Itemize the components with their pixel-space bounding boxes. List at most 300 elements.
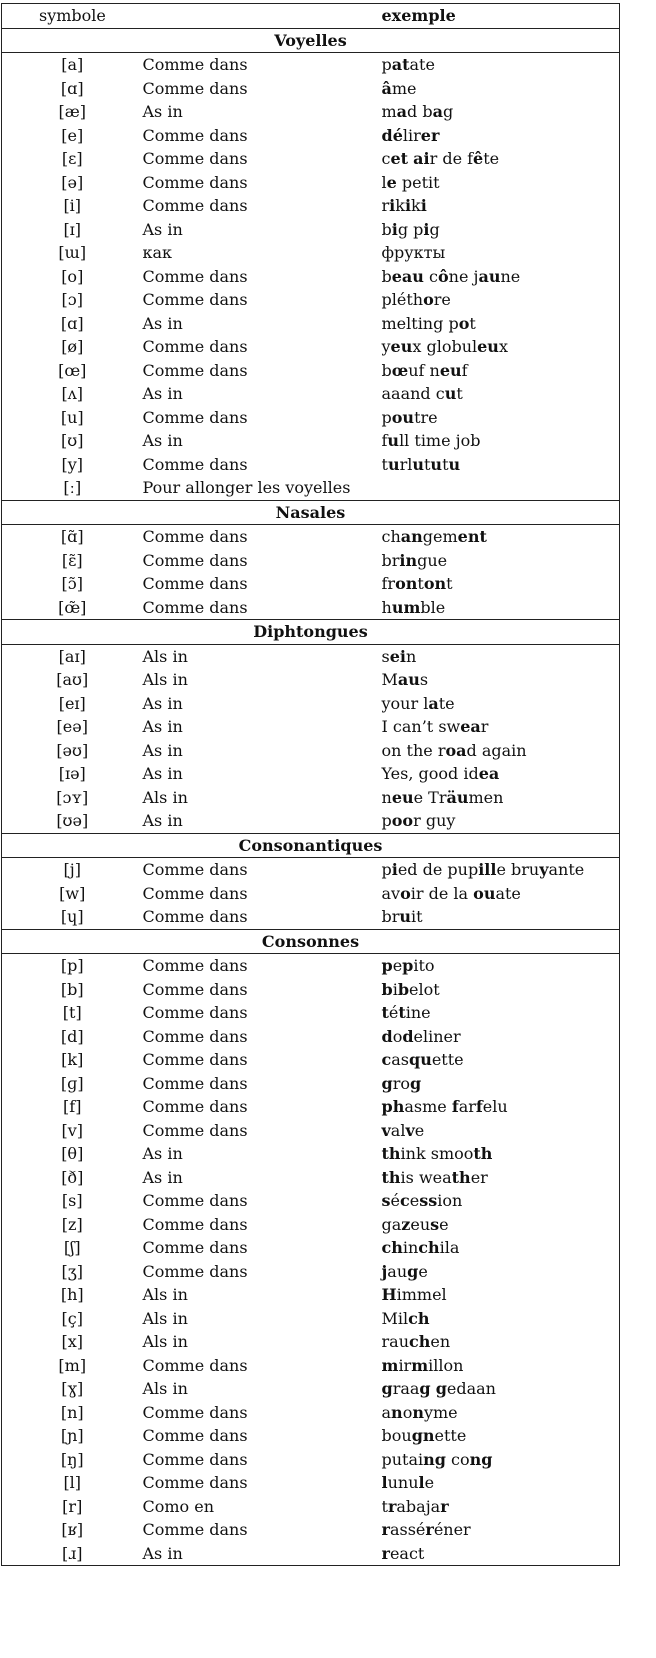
example-highlight: gn: [411, 1426, 435, 1446]
table-row: [2, 241, 620, 265]
example-highlight: ou: [473, 883, 496, 903]
example-text: b: [381, 360, 392, 380]
example-highlight: d: [381, 1026, 393, 1046]
comparison-phrase: Comme dans: [142, 597, 248, 617]
example-text: k: [395, 196, 405, 216]
comparison-phrase: Comme dans: [142, 1097, 248, 1117]
ipa-symbol: [s]: [61, 1191, 83, 1211]
ipa-symbol: [æ]: [58, 102, 87, 122]
example-highlight: ng: [423, 1449, 446, 1469]
example-highlight: p: [402, 956, 414, 976]
table-row: [2, 1330, 620, 1354]
example-text: ink smoo: [400, 1144, 474, 1164]
example-word: [382, 809, 620, 833]
example-text: er: [470, 1167, 488, 1187]
example-highlight: y: [539, 860, 549, 880]
example-highlight: ê: [473, 149, 484, 169]
ipa-symbol: [n]: [60, 1402, 84, 1422]
example-text: ne j: [448, 266, 479, 286]
table-row: [2, 882, 620, 906]
example-text: p: [381, 811, 392, 831]
comparison-phrase: Comme dans: [142, 290, 248, 310]
example-highlight: u: [387, 431, 400, 451]
comparison-phrase: Comme dans: [142, 1520, 248, 1540]
example-highlight: et: [390, 149, 409, 169]
ipa-symbol: [y]: [61, 454, 84, 474]
example-word: [382, 1236, 620, 1260]
comparison-phrase: Comme dans: [142, 1191, 248, 1211]
comparison-phrase: Als in: [142, 1379, 188, 1399]
example-highlight: g: [419, 1379, 431, 1399]
example-highlight: ch: [409, 1332, 431, 1352]
example-text: ion: [437, 1191, 463, 1211]
ipa-symbol: [ɔ̃]: [61, 574, 83, 594]
example-word: [382, 147, 620, 171]
table-row: [2, 1166, 620, 1190]
example-highlight: on: [423, 574, 447, 594]
ipa-symbol: [ɣ]: [61, 1379, 84, 1399]
example-text: e: [409, 1191, 420, 1211]
example-text: g: [443, 102, 454, 122]
example-highlight: th: [451, 1167, 471, 1187]
table-row: [2, 692, 620, 716]
example-word: [382, 406, 620, 430]
table-row: [2, 858, 620, 882]
example-highlight: f: [475, 1097, 483, 1117]
table-row: [2, 1471, 620, 1495]
example-highlight: o: [400, 883, 411, 903]
comparison-phrase: Comme dans: [142, 550, 248, 570]
example-word: [382, 1401, 620, 1425]
table-row: [2, 978, 620, 1002]
ipa-symbol: [ɛ]: [61, 149, 83, 169]
example-text: raa: [392, 1379, 420, 1399]
example-highlight: eu: [439, 360, 462, 380]
example-text: e Tr: [413, 787, 447, 807]
comparison-phrase: As in: [142, 431, 183, 451]
example-text: melting p: [381, 313, 459, 333]
example-text: tre: [414, 407, 438, 427]
example-text: al: [390, 1120, 406, 1140]
example-text: t: [469, 313, 476, 333]
example-highlight: i: [420, 196, 427, 216]
comparison-phrase: Als in: [142, 670, 188, 690]
ipa-symbol: [v]: [61, 1120, 84, 1140]
comparison-phrase: Als in: [142, 1332, 188, 1352]
ipa-symbol: [ŋ]: [60, 1449, 84, 1469]
example-highlight: t: [398, 1003, 406, 1023]
example-word: [382, 1072, 620, 1096]
example-text: f: [461, 360, 468, 380]
example-text: elu: [482, 1097, 508, 1117]
example-highlight: eau: [391, 266, 424, 286]
example-highlight: au: [397, 670, 420, 690]
example-highlight: g: [409, 1073, 422, 1093]
table-row: [2, 1377, 620, 1401]
table-row: [2, 1119, 620, 1143]
example-highlight: ou: [391, 407, 415, 427]
example-highlight: l: [418, 1473, 425, 1493]
example-word: [382, 1495, 620, 1519]
example-word: [382, 194, 620, 218]
example-text: s: [419, 670, 429, 690]
example-text: g: [429, 219, 440, 239]
comparison-phrase: Comme dans: [142, 360, 248, 380]
comparison-phrase: Comme dans: [142, 1003, 248, 1023]
ipa-symbol: [ɥ]: [60, 907, 84, 927]
table-row: [2, 954, 620, 978]
example-text: p: [381, 55, 392, 75]
comparison-phrase: As in: [142, 102, 183, 122]
example-text: abaja: [396, 1496, 441, 1516]
example-text: n: [405, 646, 417, 666]
section-title: Consonnes: [2, 929, 620, 954]
table-row: [2, 1354, 620, 1378]
comparison-phrase: Comme dans: [142, 55, 248, 75]
example-text: b: [381, 266, 392, 286]
ipa-symbol: [o]: [61, 266, 84, 286]
example-highlight: o: [458, 313, 470, 333]
example-word: [382, 905, 620, 929]
table-row: [2, 453, 620, 477]
example-text: ila: [439, 1238, 460, 1258]
example-text: g p: [397, 219, 424, 239]
ipa-symbol: [əʊ]: [56, 740, 89, 760]
comparison-phrase: Als in: [142, 1308, 188, 1328]
example-word: [382, 359, 620, 383]
example-highlight: l: [381, 1473, 388, 1493]
example-highlight: ng: [469, 1449, 493, 1469]
example-word: [382, 1260, 620, 1284]
comparison-phrase: Comme dans: [142, 1026, 248, 1046]
comparison-phrase: Comme dans: [142, 1355, 248, 1375]
example-highlight: â: [381, 78, 392, 98]
example-text: gem: [422, 527, 458, 547]
comparison-phrase: Comme dans: [142, 1261, 248, 1281]
table-row: [2, 1189, 620, 1213]
example-highlight: ai: [413, 149, 430, 169]
example-text: gue: [417, 550, 448, 570]
table-row: [2, 382, 620, 406]
example-word: [382, 739, 620, 763]
example-highlight: a: [396, 102, 408, 122]
table-row: [2, 171, 620, 195]
example-word: [382, 786, 620, 810]
example-text: e bru: [496, 860, 540, 880]
example-highlight: ch: [408, 1308, 430, 1328]
example-word: [382, 335, 620, 359]
example-highlight: s: [381, 1191, 391, 1211]
example-word: [382, 171, 620, 195]
table-row: [2, 77, 620, 101]
example-highlight: th: [381, 1167, 401, 1187]
example-highlight: u: [399, 907, 412, 927]
ipa-symbol: [a]: [61, 55, 84, 75]
ipa-symbol: [ʊ]: [61, 431, 84, 451]
ipa-symbol: [ɔ]: [61, 290, 83, 310]
example-word: [382, 53, 620, 77]
comparison-phrase: Comme dans: [142, 172, 248, 192]
example-text: ble: [420, 597, 446, 617]
example-highlight: i: [391, 860, 398, 880]
ipa-symbol: [œ]: [58, 360, 87, 380]
example-highlight: r: [381, 1520, 390, 1540]
example-highlight: u: [430, 454, 443, 474]
example-text: o: [402, 1402, 413, 1422]
ipa-symbol: [u]: [60, 407, 84, 427]
example-word: [382, 1189, 620, 1213]
example-text: assé: [389, 1520, 426, 1540]
example-text: x: [498, 337, 508, 357]
table-row: [2, 359, 620, 383]
example-text: n: [381, 787, 392, 807]
example-word: [382, 1471, 620, 1495]
example-text: ine: [405, 1003, 431, 1023]
ipa-symbol: [ʌ]: [61, 384, 84, 404]
example-text: ar: [458, 1097, 476, 1117]
table-row: [2, 1495, 620, 1519]
example-text: is wea: [400, 1167, 452, 1187]
table-row: [2, 1448, 620, 1472]
table-row: [2, 596, 620, 620]
example-highlight: u: [444, 384, 457, 404]
table-row: [2, 1424, 620, 1448]
example-text: y: [381, 337, 391, 357]
example-text: Mil: [381, 1308, 409, 1328]
example-highlight: H: [381, 1285, 397, 1305]
ipa-symbol: [œ̃]: [58, 597, 87, 617]
example-text: eu: [410, 1214, 431, 1234]
ipa-symbol: [i]: [63, 196, 82, 216]
example-text: bou: [381, 1426, 412, 1446]
example-highlight: n: [391, 1402, 403, 1422]
example-word: [382, 1307, 620, 1331]
table-row: [2, 809, 620, 833]
example-highlight: c: [381, 1050, 392, 1070]
ipa-symbol: [ɛ̃]: [61, 550, 83, 570]
example-word: [382, 429, 620, 453]
example-highlight: m: [411, 1355, 429, 1375]
example-highlight: ent: [457, 527, 487, 547]
example-text: éner: [433, 1520, 471, 1540]
example-text: ette: [431, 1050, 464, 1070]
comparison-phrase: As in: [142, 811, 183, 831]
example-word: [382, 549, 620, 573]
example-text: x globul: [412, 337, 478, 357]
ipa-symbol: [ː]: [63, 478, 82, 498]
ipa-symbol: [h]: [60, 1285, 84, 1305]
ipa-symbol: [ɪ]: [63, 219, 82, 239]
example-highlight: dé: [381, 125, 403, 145]
ipa-symbol: [eɪ]: [58, 693, 86, 713]
table-row: [2, 525, 620, 549]
ipa-symbol: [ø]: [61, 337, 84, 357]
example-highlight: ô: [437, 266, 449, 286]
ipa-symbol: [ʁ]: [61, 1520, 84, 1540]
table-row: [2, 644, 620, 668]
example-text: on the r: [381, 740, 446, 760]
table-row: [2, 668, 620, 692]
comparison-phrase: Comme dans: [142, 956, 248, 976]
example-text: at: [409, 55, 426, 75]
comparison-phrase: Comme dans: [142, 574, 248, 594]
section-title: Voyelles: [2, 28, 620, 53]
example-highlight: th: [473, 1144, 493, 1164]
ipa-symbol: [ɑ]: [60, 313, 84, 333]
example-text: co: [445, 1449, 470, 1469]
comparison-phrase: Comme dans: [142, 196, 248, 216]
example-highlight: in: [399, 550, 418, 570]
table-row: [2, 406, 620, 430]
example-highlight: a: [428, 693, 439, 713]
example-text: petit: [396, 172, 440, 192]
table-row: [2, 786, 620, 810]
example-highlight: ss: [419, 1191, 438, 1211]
example-text: t: [417, 574, 424, 594]
section-title: Consonantiques: [2, 833, 620, 858]
example-text: i: [392, 979, 398, 999]
ipa-symbol: [eə]: [56, 717, 88, 737]
example-word: [382, 1377, 620, 1401]
example-text: av: [381, 883, 401, 903]
table-header: [2, 4, 620, 29]
example-highlight: b: [381, 979, 393, 999]
example-text: ll time job: [399, 431, 481, 451]
example-word: [382, 265, 620, 289]
example-highlight: an: [400, 527, 423, 547]
example-text: yme: [423, 1402, 458, 1422]
comparison-phrase: Comme dans: [142, 1214, 248, 1234]
table-row: [2, 265, 620, 289]
example-text: au: [387, 1261, 408, 1281]
header-row: [2, 4, 620, 29]
ipa-symbol: [ʒ]: [61, 1261, 83, 1281]
example-highlight: eu: [391, 787, 414, 807]
comparison-phrase: Comme dans: [142, 527, 248, 547]
ipa-symbol: [ɹ]: [62, 1543, 83, 1563]
ipa-symbol: [ɔʏ]: [56, 787, 89, 807]
comparison-phrase: Comme dans: [142, 407, 248, 427]
example-highlight: c: [399, 1191, 410, 1211]
example-text: s: [381, 646, 390, 666]
example-highlight: g: [381, 1379, 393, 1399]
example-text: é: [390, 1191, 400, 1211]
table-row: [2, 147, 620, 171]
example-highlight: œ: [391, 360, 409, 380]
table-row: [2, 762, 620, 786]
example-word: [382, 954, 620, 978]
example-text: e: [439, 1214, 449, 1234]
example-text: ch: [381, 527, 401, 547]
comparison-phrase: Comme dans: [142, 78, 248, 98]
example-text: in: [402, 1238, 419, 1258]
table-body: [2, 28, 620, 1566]
example-word: [382, 644, 620, 668]
example-word: [382, 476, 620, 500]
example-highlight: j: [381, 1261, 388, 1281]
comparison-phrase: Comme dans: [142, 1402, 248, 1422]
example-word: [382, 572, 620, 596]
example-text: unu: [387, 1473, 419, 1493]
ipa-symbol: [aɪ]: [58, 646, 86, 666]
table-row: [2, 1401, 620, 1425]
example-highlight: v: [381, 1120, 391, 1140]
table-row: [2, 1072, 620, 1096]
section-header-row: [2, 28, 620, 53]
ipa-symbol: [aʊ]: [56, 670, 89, 690]
example-highlight: qu: [409, 1050, 432, 1070]
comparison-phrase: As in: [142, 219, 183, 239]
example-word: [382, 692, 620, 716]
table-row: [2, 53, 620, 77]
table-row: [2, 429, 620, 453]
example-text: é: [388, 1003, 399, 1023]
comparison-phrase: Comme dans: [142, 1073, 248, 1093]
example-word: [382, 715, 620, 739]
ipa-symbol: [x]: [61, 1332, 83, 1352]
example-text: h: [381, 597, 392, 617]
ipa-symbol: [ɲ]: [60, 1426, 84, 1446]
example-highlight: t: [381, 1003, 389, 1023]
table-row: [2, 549, 620, 573]
table-row: [2, 1025, 620, 1049]
example-text: t: [423, 454, 431, 474]
example-text: br: [381, 907, 400, 927]
example-text: e: [392, 956, 403, 976]
ipa-symbol: [t]: [62, 1003, 82, 1023]
example-word: [382, 1048, 620, 1072]
table-row: [2, 476, 620, 500]
example-word: [382, 1142, 620, 1166]
example-highlight: ch: [381, 1238, 403, 1258]
table-row: [2, 1518, 620, 1542]
example-highlight: u: [412, 454, 424, 474]
table-row: [2, 335, 620, 359]
comparison-phrase: Comme dans: [142, 907, 248, 927]
example-text: c: [381, 149, 391, 169]
ipa-symbol: [p]: [60, 956, 84, 976]
example-text: ro: [392, 1073, 410, 1093]
example-highlight: p: [381, 956, 393, 976]
example-text: rl: [399, 454, 413, 474]
comparison-phrase: As in: [142, 313, 183, 333]
example-text: d b: [407, 102, 433, 122]
example-text: r: [480, 717, 489, 737]
example-text: pléth: [381, 290, 424, 310]
example-highlight: oa: [445, 740, 467, 760]
example-text: en: [430, 1332, 451, 1352]
ipa-symbol: [ʃ]: [63, 1238, 81, 1258]
example-word: [382, 100, 620, 124]
comparison-phrase: Comme dans: [142, 1050, 248, 1070]
example-highlight: oo: [391, 811, 414, 831]
example-highlight: s: [430, 1214, 440, 1234]
example-highlight: i: [391, 219, 398, 239]
example-highlight: n: [412, 1402, 424, 1422]
example-word: [382, 1283, 620, 1307]
example-text: ne: [500, 266, 521, 286]
example-word: [382, 1518, 620, 1542]
example-text: t: [381, 454, 388, 474]
example-text: e: [414, 1120, 425, 1140]
example-highlight: ch: [418, 1238, 440, 1258]
example-word: [382, 218, 620, 242]
table-row: [2, 572, 620, 596]
example-text: p: [381, 860, 392, 880]
example-highlight: z: [401, 1214, 411, 1234]
example-highlight: ea: [478, 764, 500, 784]
example-word: [382, 1095, 620, 1119]
